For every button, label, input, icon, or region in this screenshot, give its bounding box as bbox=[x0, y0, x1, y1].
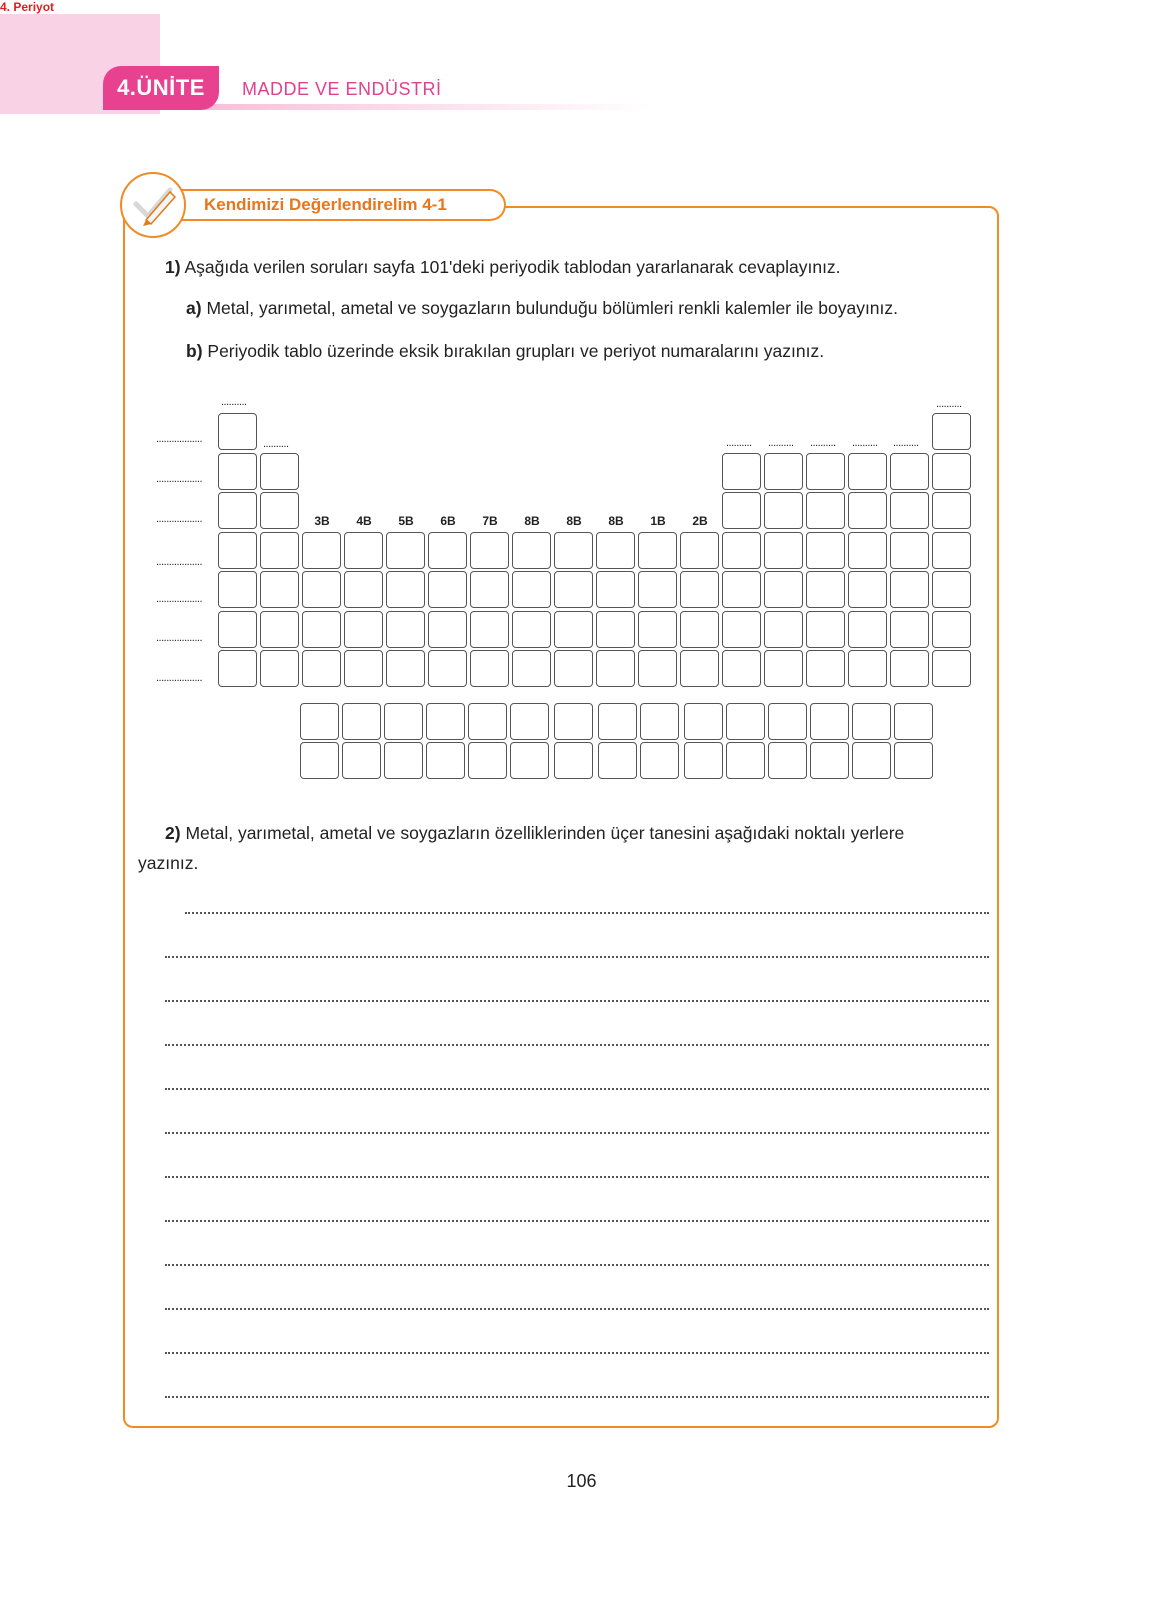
element-cell-r2-c16 bbox=[848, 453, 887, 490]
f-block-cell-r1-c15 bbox=[894, 703, 933, 740]
group-label-b-1: 3B bbox=[314, 514, 330, 528]
period-blank-1: .................. bbox=[156, 433, 203, 445]
answer-line-10[interactable] bbox=[165, 1308, 989, 1310]
group-label-b-4: 6B bbox=[440, 514, 456, 528]
pencil-check-icon bbox=[120, 172, 186, 238]
period-blank-6: .................. bbox=[156, 632, 203, 644]
group-blank-a6: .......... bbox=[852, 437, 878, 449]
element-cell-r4-c2 bbox=[260, 532, 299, 569]
f-block-cell-r1-c10 bbox=[684, 703, 723, 740]
group-label-b-3: 5B bbox=[398, 514, 414, 528]
element-cell-r7-c8 bbox=[512, 650, 551, 687]
f-block-cell-r1-c12 bbox=[768, 703, 807, 740]
element-cell-r5-c16 bbox=[848, 571, 887, 608]
group-blank-a5: .......... bbox=[810, 437, 836, 449]
f-block-cell-r2-c5 bbox=[468, 742, 507, 779]
element-cell-r2-c2 bbox=[260, 453, 299, 490]
element-cell-r2-c14 bbox=[764, 453, 803, 490]
f-block-cell-r2-c3 bbox=[384, 742, 423, 779]
element-cell-r4-c5 bbox=[386, 532, 425, 569]
f-block-cell-r1-c13 bbox=[810, 703, 849, 740]
element-cell-r6-c10 bbox=[596, 611, 635, 648]
answer-line-1[interactable] bbox=[185, 912, 989, 914]
group-3a-dots: .......... bbox=[726, 437, 752, 449]
question-2-number: 2) bbox=[165, 823, 181, 843]
element-cell-r7-c2 bbox=[260, 650, 299, 687]
question-1b-number: b) bbox=[186, 341, 203, 361]
element-cell-r5-c7 bbox=[470, 571, 509, 608]
element-cell-r4-c14 bbox=[764, 532, 803, 569]
group-blank-1a: .......... bbox=[221, 396, 247, 408]
f-block-cell-r1-c3 bbox=[384, 703, 423, 740]
f-block-cell-r2-c6 bbox=[510, 742, 549, 779]
group-blank-a4: .......... bbox=[768, 437, 794, 449]
question-2-continued: yazınız. bbox=[138, 853, 199, 873]
element-cell-r6-c16 bbox=[848, 611, 887, 648]
element-cell-r3-c13 bbox=[722, 492, 761, 529]
element-cell-r3-c18 bbox=[932, 492, 971, 529]
group-label-b-8: 8B bbox=[608, 514, 624, 528]
element-cell-r5-c12 bbox=[680, 571, 719, 608]
f-block-cell-r2-c7 bbox=[554, 742, 593, 779]
element-cell-r4-c1 bbox=[218, 532, 257, 569]
group-blank-a7: .......... bbox=[893, 437, 919, 449]
f-block-cell-r2-c12 bbox=[768, 742, 807, 779]
element-cell-r6-c4 bbox=[344, 611, 383, 648]
element-cell-r3-c1 bbox=[218, 492, 257, 529]
element-cell-r4-c11 bbox=[638, 532, 677, 569]
element-cell-r2-c13 bbox=[722, 453, 761, 490]
element-cell-r6-c12 bbox=[680, 611, 719, 648]
element-cell-r4-c10 bbox=[596, 532, 635, 569]
element-cell-r6-c15 bbox=[806, 611, 845, 648]
group-blank-8a: .......... bbox=[936, 398, 962, 410]
element-cell-r5-c17 bbox=[890, 571, 929, 608]
answer-line-9[interactable] bbox=[165, 1264, 989, 1266]
element-cell-r3-c15 bbox=[806, 492, 845, 529]
element-cell-r7-c10 bbox=[596, 650, 635, 687]
element-cell-r7-c15 bbox=[806, 650, 845, 687]
f-block-cell-r1-c14 bbox=[852, 703, 891, 740]
element-cell-r6-c1 bbox=[218, 611, 257, 648]
element-cell-r4-c6 bbox=[428, 532, 467, 569]
element-cell-r6-c9 bbox=[554, 611, 593, 648]
element-cell-r7-c13 bbox=[722, 650, 761, 687]
f-block-cell-r1-c7 bbox=[554, 703, 593, 740]
element-cell-r4-c13 bbox=[722, 532, 761, 569]
element-cell-r5-c8 bbox=[512, 571, 551, 608]
element-cell-r6-c2 bbox=[260, 611, 299, 648]
element-cell-r2-c18 bbox=[932, 453, 971, 490]
question-1a-number: a) bbox=[186, 298, 202, 318]
period-blank-3: .................. bbox=[156, 513, 203, 525]
question-1b-text: Periyodik tablo üzerinde eksik bırakılan grupları ve periyot numaralarını yazınız. bbox=[207, 341, 825, 361]
element-cell-r6-c13 bbox=[722, 611, 761, 648]
element-cell-r6-c11 bbox=[638, 611, 677, 648]
f-block-cell-r2-c1 bbox=[300, 742, 339, 779]
element-cell-r1-c1 bbox=[218, 413, 257, 450]
element-cell-r4-c17 bbox=[890, 532, 929, 569]
element-cell-r5-c2 bbox=[260, 571, 299, 608]
answer-line-12[interactable] bbox=[165, 1396, 989, 1398]
group-blank-2a: .......... bbox=[263, 438, 289, 450]
element-cell-r4-c15 bbox=[806, 532, 845, 569]
element-cell-r6-c17 bbox=[890, 611, 929, 648]
f-block-cell-r1-c11 bbox=[726, 703, 765, 740]
element-cell-r3-c16 bbox=[848, 492, 887, 529]
unit-title: MADDE VE ENDÜSTRİ bbox=[242, 79, 442, 99]
answer-line-7[interactable] bbox=[165, 1176, 989, 1178]
element-cell-r5-c11 bbox=[638, 571, 677, 608]
period-blank-5: .................. bbox=[156, 593, 203, 605]
element-cell-r6-c14 bbox=[764, 611, 803, 648]
element-cell-r2-c17 bbox=[890, 453, 929, 490]
element-cell-r7-c17 bbox=[890, 650, 929, 687]
element-cell-r5-c6 bbox=[428, 571, 467, 608]
question-2 bbox=[165, 823, 904, 844]
question-1-text: Aşağıda verilen soruları sayfa 101'deki periyodik tablodan yararlanarak cevaplayınız. bbox=[184, 257, 841, 277]
f-block-cell-r2-c14 bbox=[852, 742, 891, 779]
period-4-label: 4. Periyot bbox=[0, 0, 55, 14]
group-label-b-6: 8B bbox=[524, 514, 540, 528]
question-1a-text: Metal, yarımetal, ametal ve soygazların bulunduğu bölümleri renkli kalemler ile boyayınız. bbox=[206, 298, 899, 318]
f-block-cell-r1-c8 bbox=[598, 703, 637, 740]
element-cell-r5-c10 bbox=[596, 571, 635, 608]
element-cell-r4-c18 bbox=[932, 532, 971, 569]
element-cell-r7-c6 bbox=[428, 650, 467, 687]
element-cell-r5-c5 bbox=[386, 571, 425, 608]
question-1b bbox=[186, 341, 824, 362]
element-cell-r7-c11 bbox=[638, 650, 677, 687]
element-cell-r7-c12 bbox=[680, 650, 719, 687]
element-cell-r5-c9 bbox=[554, 571, 593, 608]
f-block-cell-r1-c9 bbox=[640, 703, 679, 740]
element-cell-r5-c18 bbox=[932, 571, 971, 608]
element-cell-r4-c7 bbox=[470, 532, 509, 569]
group-label-b-2: 4B bbox=[356, 514, 372, 528]
element-cell-r4-c12 bbox=[680, 532, 719, 569]
element-cell-r5-c3 bbox=[302, 571, 341, 608]
element-cell-r6-c18 bbox=[932, 611, 971, 648]
question-2-text: Metal, yarımetal, ametal ve soygazların özelliklerinden üçer tanesini aşağıdaki noktalı yerlere bbox=[185, 823, 905, 843]
f-block-cell-r2-c11 bbox=[726, 742, 765, 779]
question-1a bbox=[186, 298, 898, 319]
answer-line-4[interactable] bbox=[165, 1044, 989, 1046]
element-cell-r2-c1 bbox=[218, 453, 257, 490]
question-1 bbox=[165, 257, 841, 278]
group-label-b-10: 2B bbox=[692, 514, 708, 528]
group-label-b-5: 7B bbox=[482, 514, 498, 528]
period-blank-2: .................. bbox=[156, 473, 203, 485]
question-1-number: 1) bbox=[165, 257, 181, 277]
period-blank-7: .................. bbox=[156, 672, 203, 684]
page-number: 106 bbox=[566, 1471, 597, 1491]
element-cell-r7-c4 bbox=[344, 650, 383, 687]
element-cell-r7-c14 bbox=[764, 650, 803, 687]
exercise-frame bbox=[123, 206, 999, 1428]
element-cell-r4-c9 bbox=[554, 532, 593, 569]
answer-line-11[interactable] bbox=[165, 1352, 989, 1354]
element-cell-r7-c9 bbox=[554, 650, 593, 687]
element-cell-r4-c8 bbox=[512, 532, 551, 569]
element-cell-r6-c7 bbox=[470, 611, 509, 648]
header-strip bbox=[160, 104, 650, 110]
f-block-cell-r1-c2 bbox=[342, 703, 381, 740]
element-cell-r6-c5 bbox=[386, 611, 425, 648]
element-cell-r5-c1 bbox=[218, 571, 257, 608]
f-block-cell-r2-c10 bbox=[684, 742, 723, 779]
element-cell-r6-c3 bbox=[302, 611, 341, 648]
element-cell-r3-c17 bbox=[890, 492, 929, 529]
element-cell-r5-c14 bbox=[764, 571, 803, 608]
unit-badge: 4.ÜNİTE bbox=[103, 66, 219, 110]
answer-line-3[interactable] bbox=[165, 1000, 989, 1002]
answer-line-5[interactable] bbox=[165, 1088, 989, 1090]
element-cell-r5-c15 bbox=[806, 571, 845, 608]
element-cell-r4-c4 bbox=[344, 532, 383, 569]
f-block-cell-r2-c15 bbox=[894, 742, 933, 779]
group-3a-label bbox=[0, 14, 1163, 28]
answer-line-6[interactable] bbox=[165, 1132, 989, 1134]
element-cell-r2-c15 bbox=[806, 453, 845, 490]
answer-line-8[interactable] bbox=[165, 1220, 989, 1222]
f-block-cell-r2-c4 bbox=[426, 742, 465, 779]
group-label-b-7: 8B bbox=[566, 514, 582, 528]
element-cell-r1-c18 bbox=[932, 413, 971, 450]
f-block-cell-r1-c1 bbox=[300, 703, 339, 740]
element-cell-r7-c5 bbox=[386, 650, 425, 687]
answer-line-2[interactable] bbox=[165, 956, 989, 958]
f-block-cell-r2-c8 bbox=[598, 742, 637, 779]
element-cell-r7-c16 bbox=[848, 650, 887, 687]
element-cell-r7-c7 bbox=[470, 650, 509, 687]
f-block-cell-r2-c2 bbox=[342, 742, 381, 779]
element-cell-r4-c16 bbox=[848, 532, 887, 569]
f-block-cell-r1-c6 bbox=[510, 703, 549, 740]
group-label-b-9: 1B bbox=[650, 514, 666, 528]
element-cell-r6-c6 bbox=[428, 611, 467, 648]
element-cell-r3-c2 bbox=[260, 492, 299, 529]
element-cell-r5-c13 bbox=[722, 571, 761, 608]
element-cell-r7-c3 bbox=[302, 650, 341, 687]
f-block-cell-r1-c4 bbox=[426, 703, 465, 740]
element-cell-r3-c14 bbox=[764, 492, 803, 529]
element-cell-r6-c8 bbox=[512, 611, 551, 648]
element-cell-r4-c3 bbox=[302, 532, 341, 569]
f-block-cell-r1-c5 bbox=[468, 703, 507, 740]
element-cell-r7-c18 bbox=[932, 650, 971, 687]
element-cell-r7-c1 bbox=[218, 650, 257, 687]
period-4-dots: .................. bbox=[156, 556, 203, 568]
element-cell-r5-c4 bbox=[344, 571, 383, 608]
f-block-cell-r2-c9 bbox=[640, 742, 679, 779]
f-block-cell-r2-c13 bbox=[810, 742, 849, 779]
section-title: Kendimizi Değerlendirelim 4-1 bbox=[204, 195, 447, 214]
